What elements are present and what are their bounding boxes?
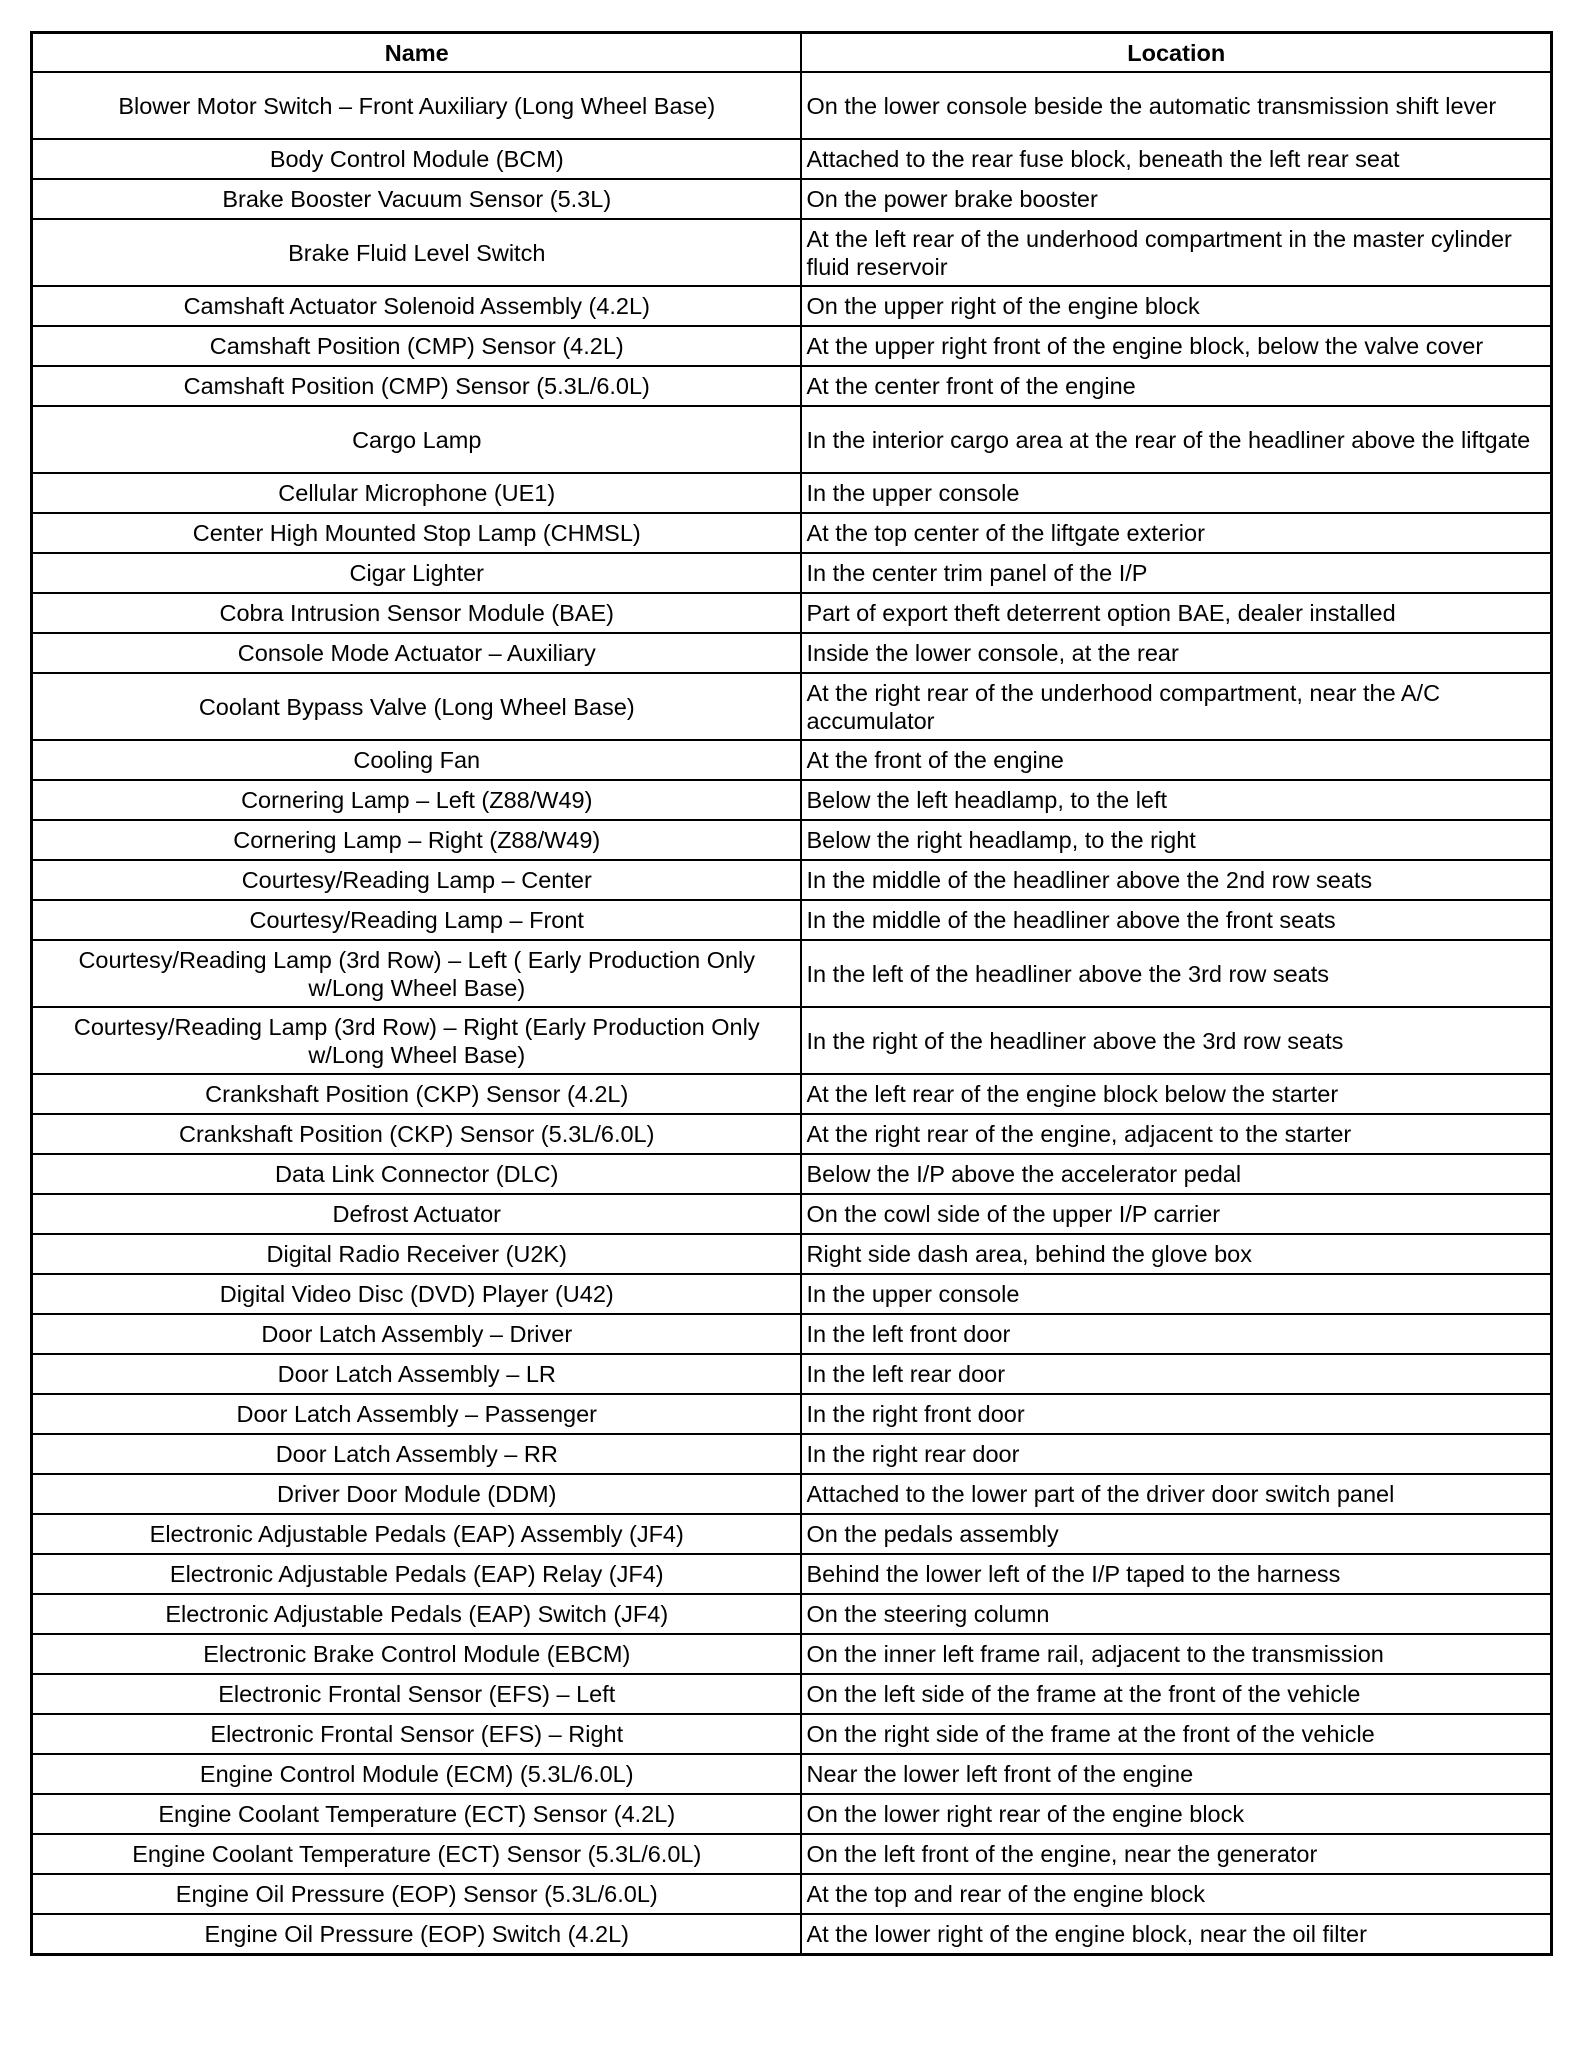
table-row <box>32 1554 1552 1594</box>
component-name-cell: Center High Mounted Stop Lamp (CHMSL) <box>32 513 801 553</box>
column-header-name: Name <box>32 33 801 73</box>
component-name-cell: Courtesy/Reading Lamp (3rd Row) – Left ( Early Production Only w/Long Wheel Base) <box>32 940 801 1007</box>
table-row <box>32 1394 1552 1434</box>
component-location-cell: At the top and rear of the engine block <box>801 1874 1552 1914</box>
component-name-cell: Courtesy/Reading Lamp – Center <box>32 860 801 900</box>
table-row <box>32 406 1552 473</box>
component-name-cell: Camshaft Actuator Solenoid Assembly (4.2L) <box>32 286 801 326</box>
component-name-cell: Engine Coolant Temperature (ECT) Sensor (4.2L) <box>32 1794 801 1834</box>
component-name-cell: Cellular Microphone (UE1) <box>32 473 801 513</box>
table-row <box>32 1754 1552 1794</box>
component-location-cell: On the lower right rear of the engine block <box>801 1794 1552 1834</box>
table-row <box>32 72 1552 139</box>
component-name-cell: Cornering Lamp – Right (Z88/W49) <box>32 820 801 860</box>
component-location-cell: Below the I/P above the accelerator pedal <box>801 1154 1552 1194</box>
component-name-cell: Electronic Brake Control Module (EBCM) <box>32 1634 801 1674</box>
table-row <box>32 1074 1552 1114</box>
component-location-cell: On the left front of the engine, near the generator <box>801 1834 1552 1874</box>
component-name-cell: Door Latch Assembly – LR <box>32 1354 801 1394</box>
component-name-cell: Console Mode Actuator – Auxiliary <box>32 633 801 673</box>
component-location-table <box>30 31 1553 1956</box>
component-name-cell: Engine Oil Pressure (EOP) Switch (4.2L) <box>32 1914 801 1955</box>
table-row <box>32 740 1552 780</box>
component-location-cell: Inside the lower console, at the rear <box>801 633 1552 673</box>
table-row <box>32 366 1552 406</box>
component-location-cell: Below the left headlamp, to the left <box>801 780 1552 820</box>
header-row <box>32 33 1552 73</box>
table-row <box>32 860 1552 900</box>
component-name-cell: Electronic Frontal Sensor (EFS) – Right <box>32 1714 801 1754</box>
table-row <box>32 326 1552 366</box>
component-name-cell: Blower Motor Switch – Front Auxiliary (Long Wheel Base) <box>32 72 801 139</box>
component-location-cell: Below the right headlamp, to the right <box>801 820 1552 860</box>
component-name-cell: Door Latch Assembly – Passenger <box>32 1394 801 1434</box>
component-location-cell: At the left rear of the engine block below the starter <box>801 1074 1552 1114</box>
table-row <box>32 1194 1552 1234</box>
component-location-cell: On the inner left frame rail, adjacent to the transmission <box>801 1634 1552 1674</box>
component-location-cell: On the steering column <box>801 1594 1552 1634</box>
component-name-cell: Coolant Bypass Valve (Long Wheel Base) <box>32 673 801 740</box>
component-name-cell: Crankshaft Position (CKP) Sensor (4.2L) <box>32 1074 801 1114</box>
table-row <box>32 1434 1552 1474</box>
table-row <box>32 219 1552 286</box>
table-row <box>32 673 1552 740</box>
component-name-cell: Door Latch Assembly – RR <box>32 1434 801 1474</box>
table-row <box>32 1674 1552 1714</box>
table-row <box>32 1914 1552 1955</box>
component-location-cell: At the upper right front of the engine block, below the valve cover <box>801 326 1552 366</box>
component-location-cell: At the left rear of the underhood compartment in the master cylinder fluid reservoir <box>801 219 1552 286</box>
component-name-cell: Electronic Adjustable Pedals (EAP) Switch (JF4) <box>32 1594 801 1634</box>
component-location-cell: In the right rear door <box>801 1434 1552 1474</box>
table-row <box>32 1834 1552 1874</box>
table-row <box>32 553 1552 593</box>
table-row <box>32 940 1552 1007</box>
component-name-cell: Engine Oil Pressure (EOP) Sensor (5.3L/6.0L) <box>32 1874 801 1914</box>
component-location-cell: On the right side of the frame at the front of the vehicle <box>801 1714 1552 1754</box>
table-row <box>32 1594 1552 1634</box>
column-header-location: Location <box>801 33 1552 73</box>
component-name-cell: Electronic Adjustable Pedals (EAP) Relay (JF4) <box>32 1554 801 1594</box>
component-name-cell: Cornering Lamp – Left (Z88/W49) <box>32 780 801 820</box>
component-location-cell: At the right rear of the underhood compartment, near the A/C accumulator <box>801 673 1552 740</box>
table-row <box>32 1274 1552 1314</box>
table-row <box>32 1354 1552 1394</box>
table-row <box>32 1714 1552 1754</box>
table-row <box>32 473 1552 513</box>
table-row <box>32 900 1552 940</box>
table-row <box>32 286 1552 326</box>
component-name-cell: Data Link Connector (DLC) <box>32 1154 801 1194</box>
component-location-cell: At the center front of the engine <box>801 366 1552 406</box>
component-location-cell: Attached to the lower part of the driver door switch panel <box>801 1474 1552 1514</box>
component-location-cell: At the top center of the liftgate exterior <box>801 513 1552 553</box>
table-row <box>32 139 1552 179</box>
component-location-cell: Right side dash area, behind the glove box <box>801 1234 1552 1274</box>
table-row <box>32 1114 1552 1154</box>
component-location-cell: In the middle of the headliner above the 2nd row seats <box>801 860 1552 900</box>
table-row <box>32 179 1552 219</box>
component-name-cell: Electronic Frontal Sensor (EFS) – Left <box>32 1674 801 1714</box>
component-name-cell: Cooling Fan <box>32 740 801 780</box>
component-name-cell: Brake Booster Vacuum Sensor (5.3L) <box>32 179 801 219</box>
table-row <box>32 1634 1552 1674</box>
component-name-cell: Camshaft Position (CMP) Sensor (5.3L/6.0L) <box>32 366 801 406</box>
table-row <box>32 1234 1552 1274</box>
table-row <box>32 820 1552 860</box>
table-row <box>32 1874 1552 1914</box>
component-name-cell: Crankshaft Position (CKP) Sensor (5.3L/6.0L) <box>32 1114 801 1154</box>
component-name-cell: Engine Control Module (ECM) (5.3L/6.0L) <box>32 1754 801 1794</box>
table-row <box>32 1314 1552 1354</box>
component-name-cell: Door Latch Assembly – Driver <box>32 1314 801 1354</box>
component-location-cell: Behind the lower left of the I/P taped to the harness <box>801 1554 1552 1594</box>
table-row <box>32 780 1552 820</box>
table-row <box>32 1474 1552 1514</box>
table-row <box>32 633 1552 673</box>
table-row <box>32 593 1552 633</box>
component-location-cell: Near the lower left front of the engine <box>801 1754 1552 1794</box>
component-name-cell: Electronic Adjustable Pedals (EAP) Assembly (JF4) <box>32 1514 801 1554</box>
component-location-cell: Part of export theft deterrent option BAE, dealer installed <box>801 593 1552 633</box>
table-row <box>32 1007 1552 1074</box>
component-location-cell: In the upper console <box>801 1274 1552 1314</box>
component-name-cell: Engine Coolant Temperature (ECT) Sensor (5.3L/6.0L) <box>32 1834 801 1874</box>
component-location-cell: On the pedals assembly <box>801 1514 1552 1554</box>
component-location-cell: On the power brake booster <box>801 179 1552 219</box>
component-name-cell: Cargo Lamp <box>32 406 801 473</box>
table-row <box>32 1154 1552 1194</box>
component-name-cell: Digital Video Disc (DVD) Player (U42) <box>32 1274 801 1314</box>
table-row <box>32 1514 1552 1554</box>
component-location-cell: In the interior cargo area at the rear of the headliner above the liftgate <box>801 406 1552 473</box>
component-name-cell: Courtesy/Reading Lamp – Front <box>32 900 801 940</box>
table-body <box>32 72 1552 1955</box>
component-location-cell: In the left rear door <box>801 1354 1552 1394</box>
component-location-cell: In the center trim panel of the I/P <box>801 553 1552 593</box>
component-location-cell: In the right front door <box>801 1394 1552 1434</box>
component-name-cell: Digital Radio Receiver (U2K) <box>32 1234 801 1274</box>
component-location-cell: On the cowl side of the upper I/P carrier <box>801 1194 1552 1234</box>
component-location-cell: In the left of the headliner above the 3rd row seats <box>801 940 1552 1007</box>
component-location-cell: In the right of the headliner above the 3rd row seats <box>801 1007 1552 1074</box>
component-location-cell: At the lower right of the engine block, near the oil filter <box>801 1914 1552 1955</box>
component-name-cell: Body Control Module (BCM) <box>32 139 801 179</box>
component-name-cell: Courtesy/Reading Lamp (3rd Row) – Right (Early Production Only w/Long Wheel Base) <box>32 1007 801 1074</box>
component-location-cell: On the upper right of the engine block <box>801 286 1552 326</box>
component-name-cell: Brake Fluid Level Switch <box>32 219 801 286</box>
component-location-cell: In the left front door <box>801 1314 1552 1354</box>
component-location-cell: At the right rear of the engine, adjacent to the starter <box>801 1114 1552 1154</box>
component-location-cell: On the lower console beside the automatic transmission shift lever <box>801 72 1552 139</box>
component-location-cell: In the middle of the headliner above the front seats <box>801 900 1552 940</box>
table-row <box>32 513 1552 553</box>
table-row <box>32 1794 1552 1834</box>
component-location-cell: At the front of the engine <box>801 740 1552 780</box>
component-name-cell: Camshaft Position (CMP) Sensor (4.2L) <box>32 326 801 366</box>
component-name-cell: Cigar Lighter <box>32 553 801 593</box>
component-name-cell: Cobra Intrusion Sensor Module (BAE) <box>32 593 801 633</box>
component-location-cell: In the upper console <box>801 473 1552 513</box>
component-name-cell: Defrost Actuator <box>32 1194 801 1234</box>
component-location-cell: On the left side of the frame at the front of the vehicle <box>801 1674 1552 1714</box>
component-name-cell: Driver Door Module (DDM) <box>32 1474 801 1514</box>
component-location-cell: Attached to the rear fuse block, beneath the left rear seat <box>801 139 1552 179</box>
